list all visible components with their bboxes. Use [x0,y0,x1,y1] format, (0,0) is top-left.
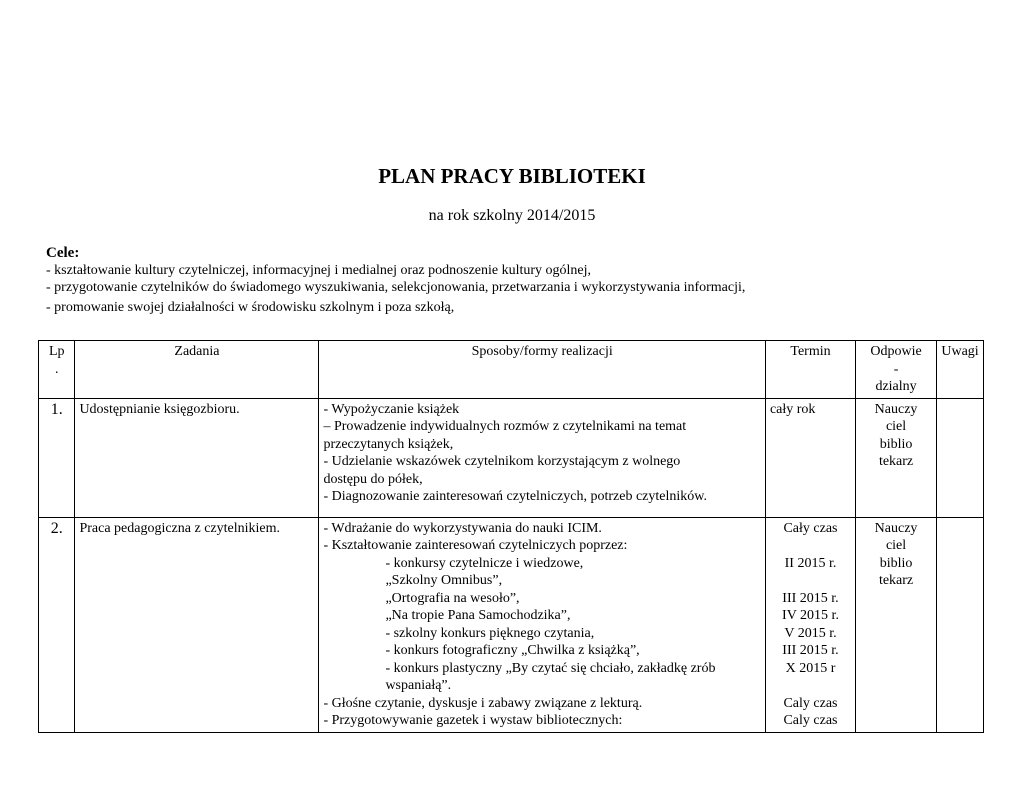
row-methods [319,517,766,732]
header-odp-line: - [893,361,899,377]
header-zadania: Zadania [75,341,319,399]
term-line: IV 2015 r. [782,608,839,623]
table-row [39,398,984,517]
row-number: 1. [39,398,75,517]
row-responsible [856,398,937,517]
goals-section [46,245,745,316]
method-line: - Udzielanie wskazówek czytelnikom korzystającym z wolnego [323,454,681,469]
term-line: III 2015 r. [782,643,839,658]
header-odp-line: Odpowie [870,344,922,359]
row-responsible [856,517,937,732]
responsible-line: Nauczy [874,401,918,417]
header-uwagi: Uwagi [937,341,984,399]
row-notes [937,517,984,732]
responsible-line: ciel [885,538,907,553]
term-line: V 2015 r. [784,625,837,641]
method-line: - Głośne czytanie, dyskusje i zabawy związane z lekturą. [323,695,643,711]
term-line [770,572,851,590]
responsible-line: biblio [879,555,913,571]
row-methods [319,398,766,517]
method-line: „Szkolny Omnibus”, [385,573,503,588]
responsible-line: ciel [885,419,907,434]
method-line: - Wdrażanie do wykorzystywania do nauki ICIM. [323,520,602,536]
term-line: X 2015 r [785,660,836,676]
method-line: dostępu do półek, [323,471,423,487]
term-line: Caly czas [783,713,838,728]
header-odpowiedzialny [856,341,937,399]
row-task: Udostępnianie księgozbioru. [75,398,319,517]
row-number: 2. [39,517,75,732]
method-line: przeczytanych książek, [323,436,454,452]
method-line: - szkolny konkurs pięknego czytania, [385,625,595,641]
document-title: PLAN PRACY BIBLIOTEKI [378,164,646,188]
row-term [765,517,855,732]
header-odp-line: dzialny [875,379,917,394]
document-subtitle: na rok szkolny 2014/2015 [428,207,596,224]
responsible-line: biblio [879,436,913,452]
method-line: - konkursy czytelnicze i wiedzowe, [385,555,584,571]
method-line: „Ortografia na wesoło”, [385,590,520,606]
plan-table [38,340,984,733]
method-line: - konkurs plastyczny „By czytać się chciało, zakładkę zrób [385,660,716,676]
method-line: - Wypożyczanie książek [323,401,460,417]
term-line: Cały czas [783,520,838,536]
method-line: - konkurs fotograficzny „Chwilka z książką”, [385,643,640,658]
method-line: wspaniałą”. [385,678,452,693]
term-line: II 2015 r. [784,555,837,571]
goal-item: - przygotowanie czytelników do świadomego wyszukiwania, selekcjonowania, przetwarzania i wykorzystywania informacji, [46,280,746,295]
method-line: - Przygotowywanie gazetek i wystaw bibliotecznych: [323,713,623,728]
term-line [770,537,851,555]
responsible-line: tekarz [878,454,914,469]
header-lp-dot: . [54,361,59,377]
method-line: - Kształtowanie zainteresowań czytelniczych poprzez: [323,538,628,553]
method-line: - Diagnozowanie zainteresowań czytelniczych, potrzeb czytelników. [323,489,707,504]
header-lp [39,341,75,399]
goals-heading: Cele: [46,245,80,261]
responsible-line: Nauczy [874,520,918,536]
table-header-row [39,341,984,399]
header-sposoby: Sposoby/formy realizacji [319,341,766,399]
table-row [39,517,984,732]
header-lp-text: Lp [48,344,65,359]
term-line [770,677,851,695]
header-termin: Termin [765,341,855,399]
row-term: cały rok [765,398,855,517]
goal-item: - promowanie swojej działalności w środowisku szkolnym i poza szkołą, [46,300,455,315]
term-line: Caly czas [783,695,838,711]
method-line: – Prowadzenie indywidualnych rozmów z czytelnikami na temat [323,419,687,434]
term-line: III 2015 r. [782,590,839,606]
responsible-line: tekarz [878,573,914,588]
row-notes [937,398,984,517]
method-line: „Na tropie Pana Samochodzika”, [385,608,571,623]
goal-item: - kształtowanie kultury czytelniczej, informacyjnej i medialnej oraz podnoszenie kultury ogólnej, [46,263,592,278]
row-task: Praca pedagogiczna z czytelnikiem. [75,517,319,732]
